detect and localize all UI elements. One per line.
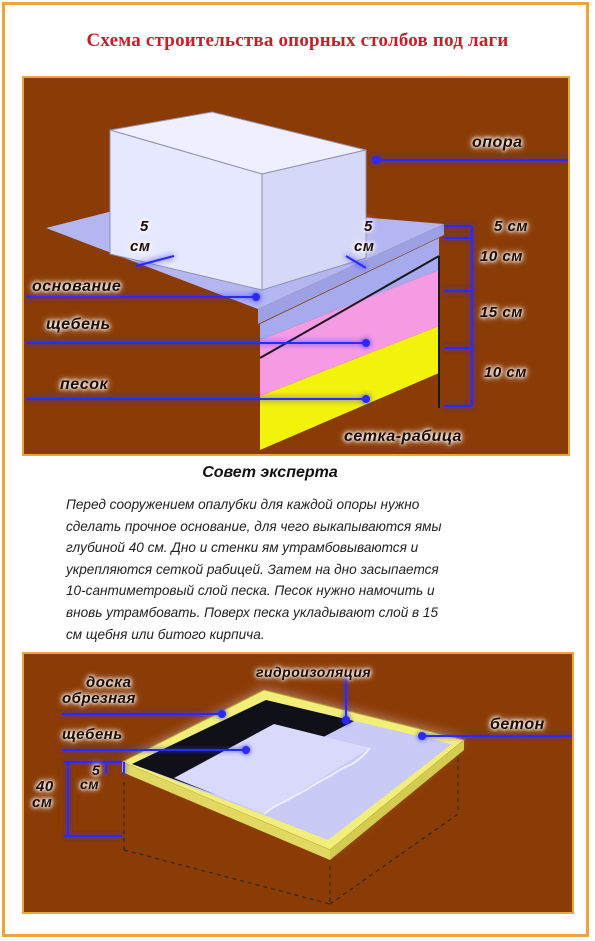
advice-line: сделать прочное основание, для чего выкапываются ямы (66, 518, 442, 534)
advice-line: вновь утрамбовать. Поверх песка укладывают слой в 15 (66, 604, 439, 620)
label-dim-5-num: 5 (92, 762, 101, 778)
label-pesok: песок (60, 376, 109, 393)
pointer-dot-pesok (363, 396, 369, 402)
label-shcheben: щебень (46, 316, 111, 333)
label-offset-left-unit: см (130, 238, 151, 255)
pointer-dot-shcheben2 (243, 747, 249, 753)
label-offset-right-unit: см (354, 238, 375, 255)
pointer-dot-opora (373, 157, 379, 163)
pillar-scheme-diagram (22, 76, 570, 456)
label-doska-line1: доска (86, 674, 132, 691)
label-beton: бетон (490, 716, 545, 733)
advice-line: 10-сантиметровый слой песка. Песок нужно намочить и (66, 583, 435, 599)
label-dim-15: 15 см (480, 304, 523, 321)
advice-body (66, 494, 541, 645)
advice-line: Перед сооружением опалубки для каждой опоры нужно (66, 497, 420, 512)
label-offset-right-num: 5 (364, 218, 373, 235)
label-dim-10a: 10 см (480, 248, 523, 265)
label-doska-line2: обрезная (62, 690, 136, 707)
pointer-dot-osnovanie (253, 294, 259, 300)
pointer-dot-beton (419, 733, 425, 739)
advice-title: Совет эксперта (202, 464, 338, 481)
pointer-dot-gidro (343, 717, 349, 723)
label-setka: сетка-рабица (344, 428, 462, 445)
pointer-dot-doska (219, 711, 225, 717)
advice-line: глубиной 40 см. Дно и стенки ям утрамбовываются и (66, 540, 419, 556)
label-dim-10b: 10 см (484, 364, 527, 381)
advice-line: см щебня или битого кирпича. (66, 626, 265, 642)
label-shcheben2: щебень (62, 726, 123, 743)
advice-line: укрепляются сеткой рабицей. Затем на дно засыпается (66, 561, 439, 577)
label-dim-40-num: 40 (36, 778, 54, 795)
label-dim-5: 5 см (494, 218, 528, 235)
page-title: Схема строительства опорных столбов под лаги (86, 30, 509, 51)
label-dim-40-unit: см (32, 794, 53, 811)
label-opora: опора (472, 134, 523, 151)
label-offset-left-num: 5 (140, 218, 149, 235)
pointer-dot-shcheben (363, 340, 369, 346)
formwork-scheme-diagram (22, 652, 574, 914)
label-gidro: гидроизоляция (256, 664, 372, 680)
label-osnovanie: основание (32, 278, 122, 295)
label-dim-5-unit: см (80, 776, 100, 792)
